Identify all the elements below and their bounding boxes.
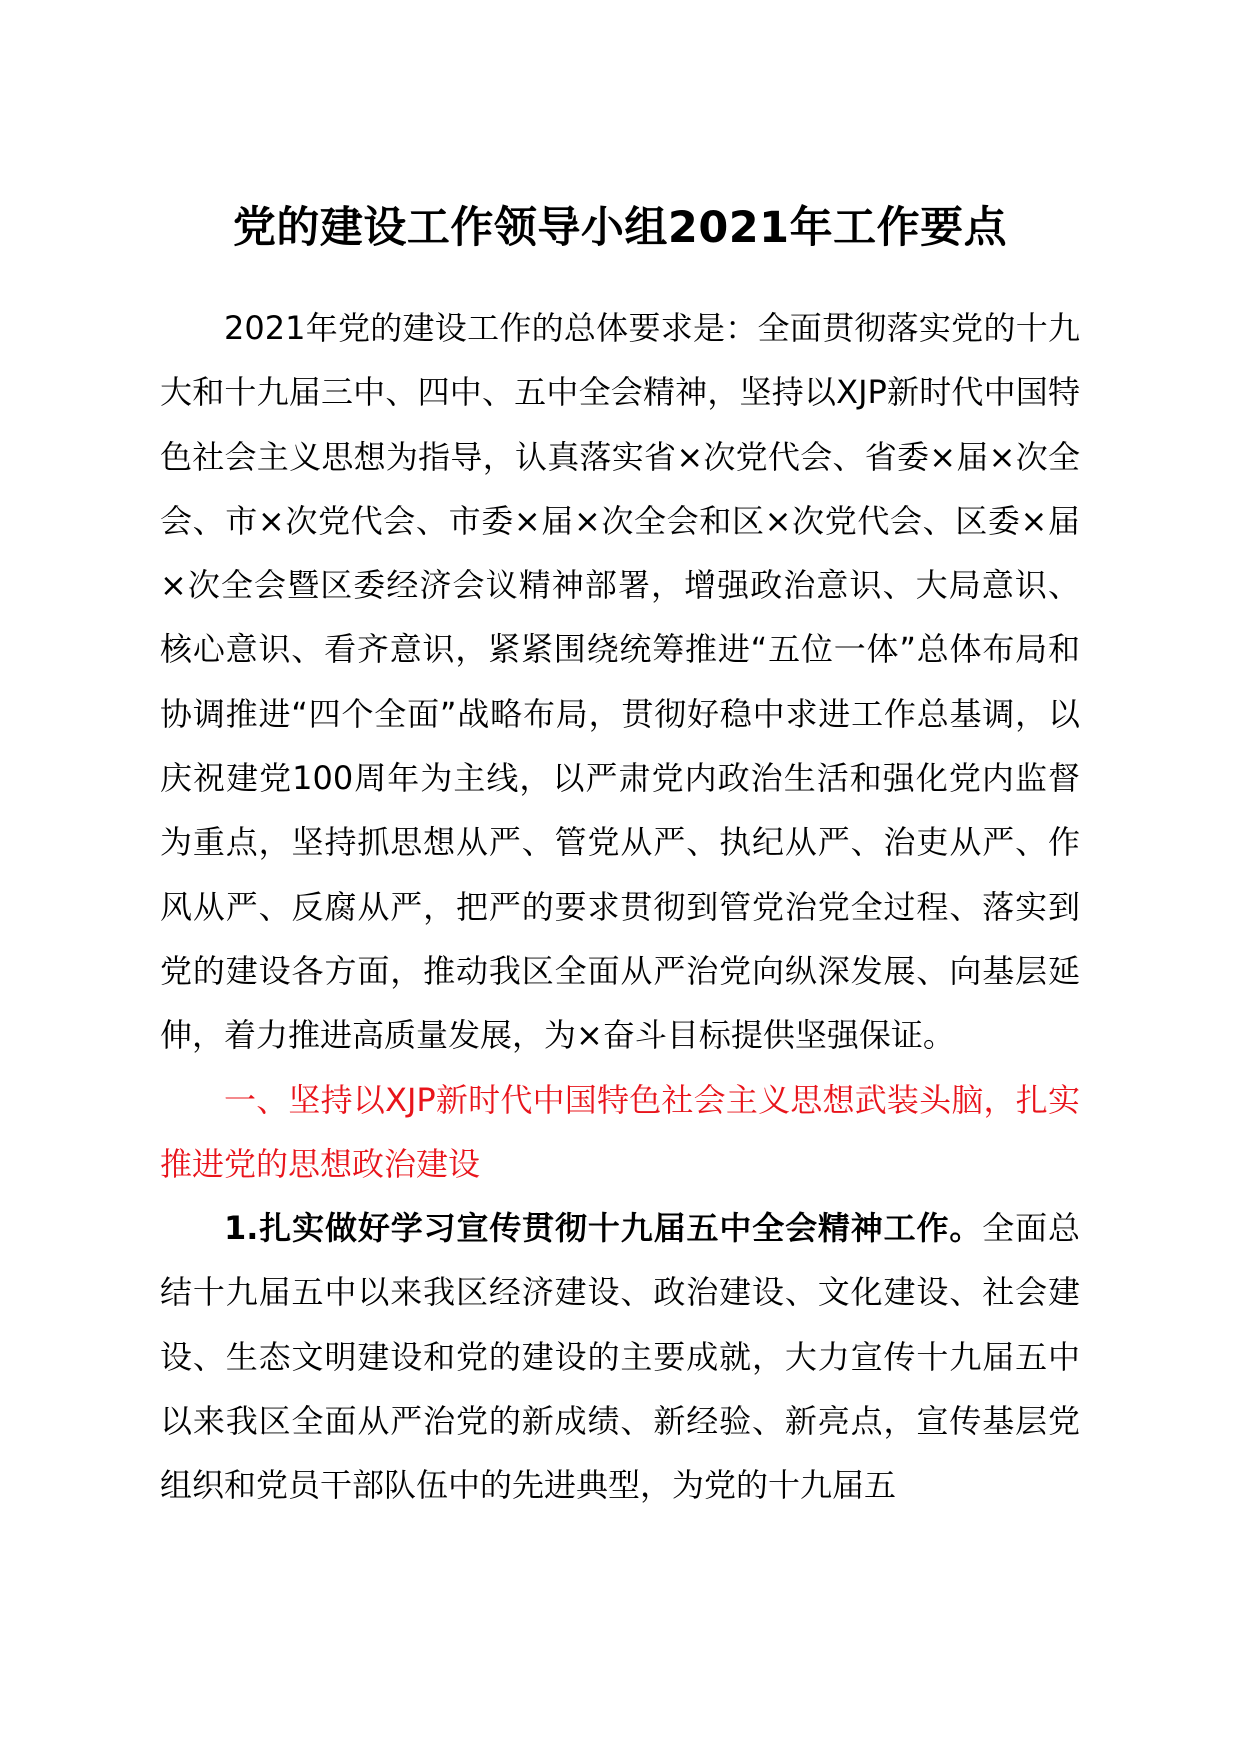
intro-paragraph: 2021年党的建设工作的总体要求是：全面贯彻落实党的十九大和十九届三中、四中、五中全会精神，坚持以XJP新时代中国特色社会主义思想为指导，认真落实省×次党代会、省委×届×次全会、市×次党代会、市委×届×次全会和区×次党代会、区委×届×次全会暨区委经济会议精神部署，增强政治意识、大局意识、核心意识、看齐意识，紧紧围绕统筹推进“五位一体”总体布局和协调推进“四个全面”战略布局，贯彻好稳中求进工作总基调，以庆祝建党100周年为主线，以严肃党内政治生活和强化党内监督为重点，坚持抓思想从严、管党从严、执纪从严、治吏从严、作风从严、反腐从严，把严的要求贯彻到管党治党全过程、落实到党的建设各方面，推动我区全面从严治党向纵深发展、向基层延伸，着力推进高质量发展，为×奋斗目标提供坚强保证。 bbox=[160, 309, 1080, 1055]
section-1-item-1-text: 全面总结十九届五中以来我区经济建设、政治建设、文化建设、社会建设、生态文明建设和党的建设的主要成就，大力宣传十九届五中以来我区全面从严治党的新成绩、新经验、新亮点，宣传基层党组织和党员干部队伍中的先进典型，为党的十九届五 bbox=[160, 1209, 1080, 1505]
document-title: 党的建设工作领导小组2021年工作要点 bbox=[232, 203, 1008, 253]
document-body bbox=[160, 296, 1080, 1518]
section-1-heading: 一、坚持以XJP新时代中国特色社会主义思想武装头脑，扎实推进党的思想政治建设 bbox=[160, 1080, 1080, 1183]
section-1-item-1-lead: 1.扎实做好学习宣传贯彻十九届五中全会精神工作。 bbox=[224, 1209, 983, 1248]
section-1-item-1-paragraph bbox=[160, 1196, 1080, 1517]
